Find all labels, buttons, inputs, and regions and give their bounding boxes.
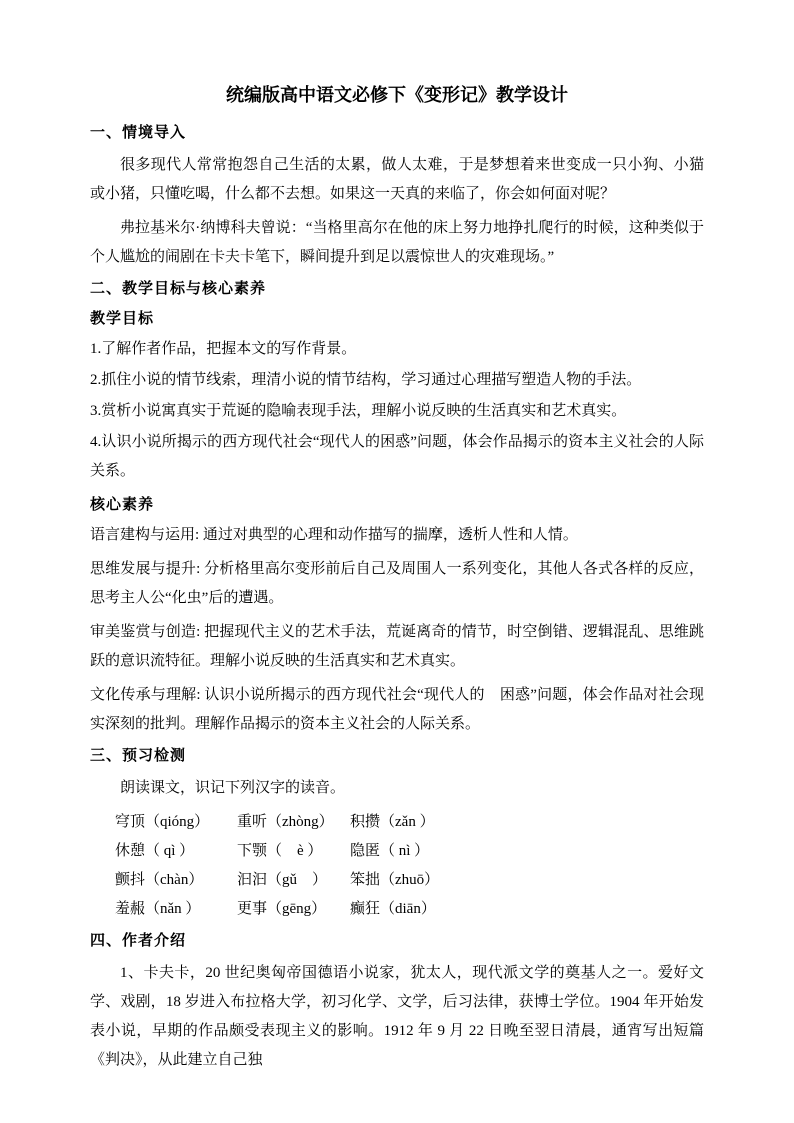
pinyin-row [115, 808, 704, 837]
pinyin-cell: 更事（gēng） [237, 901, 327, 917]
pinyin-cell: 颤抖（chàn） [115, 872, 204, 888]
doc-title: 统编版高中语文必修下《变形记》教学设计 [226, 85, 568, 105]
section-heading-intro: 一、情境导入 [90, 125, 187, 141]
competency-thinking: 思维发展与提升: 分析格里高尔变形前后自己及周围人一系列变化，其他人各式各样的反应，思考主人公“化虫”后的遭遇。 [90, 561, 704, 606]
pinyin-table [90, 808, 704, 924]
subheading-teaching-goals: 教学目标 [90, 311, 155, 327]
pinyin-row [115, 866, 704, 895]
pinyin-cell: 隐匿（ nì ） [350, 843, 430, 859]
competency-aesthetics: 审美鉴赏与创造: 把握现代主义的艺术手法，荒诞离奇的情节，时空倒错、逻辑混乱、思维跳跃的意识流特征。理解小说反映的生活真实和艺术真实。 [90, 624, 704, 669]
pinyin-cell: 重听（zhòng） [237, 814, 334, 830]
pinyin-row [115, 895, 704, 924]
section-heading-goals: 二、教学目标与核心素养 [90, 281, 267, 297]
pinyin-cell: 休憩（ qì ） [115, 843, 195, 859]
goal-item-1: 1.了解作者作品，把握本文的写作背景。 [90, 341, 357, 357]
subheading-core-competencies: 核心素养 [90, 497, 155, 513]
paragraph-intro-1: 很多现代人常常抱怨自己生活的太累，做人太难，于是梦想着来世变成一只小狗、小猫或小猪，只懂吃喝，什么都不去想。如果这一天真的来临了，你会如何面对呢？ [90, 157, 704, 202]
pinyin-cell: 积攒（zǎn ） [350, 814, 435, 830]
goal-item-3: 3.赏析小说寓真实于荒诞的隐喻表现手法，理解小说反映的生活真实和艺术真实。 [90, 403, 627, 419]
section-heading-preview-test: 三、预习检测 [90, 748, 187, 764]
paragraph-intro-2: 弗拉基米尔·纳博科夫曾说：“当格里高尔在他的床上努力地挣扎爬行的时候，这种类似于个人尴尬的闹剧在卡夫卡笔下，瞬间提升到足以震惊世人的灾难现场。” [90, 220, 704, 265]
pinyin-cell: 羞赧（nǎn ） [115, 901, 201, 917]
section-heading-author-intro: 四、作者介绍 [90, 933, 187, 949]
competency-culture: 文化传承与理解: 认识小说所揭示的西方现代社会“现代人的 困惑”问题，体会作品对社会现实深刻的批判。理解作品揭示的资本主义社会的人际关系。 [90, 687, 704, 732]
pinyin-cell: 穹顶（qióng） [115, 814, 210, 830]
pinyin-cell: 汩汩（gǔ ） [237, 872, 328, 888]
preview-test-intro: 朗读课文，识记下列汉字的读音。 [120, 780, 346, 796]
pinyin-cell: 癫狂（diān） [350, 901, 436, 917]
pinyin-cell: 下颚（ è ） [237, 843, 323, 859]
goal-item-4: 4.认识小说所揭示的西方现代社会“现代人的困惑”问题，体会作品揭示的资本主义社会的人际关系。 [90, 434, 704, 479]
pinyin-row [115, 837, 704, 866]
pinyin-cell: 笨拙（zhuō） [350, 872, 440, 888]
paragraph-author-bio: 1、卡夫卡，20 世纪奥匈帝国德语小说家，犹太人，现代派文学的奠基人之一。爱好文学、戏剧，18 岁进入布拉格大学，初习化学、文学，后习法律，获博士学位。1904 年开始发表小说，早期的作品颇受表现主义的影响。1912 年 9 月 22 日晚至翌日清晨，通宵写出短篇《判决》，从此建立自己独 [90, 965, 704, 1068]
competency-language: 语言建构与运用: 通过对典型的心理和动作描写的揣摩，透析人性和人情。 [90, 527, 578, 543]
goal-item-2: 2.抓住小说的情节线索，理清小说的情节结构，学习通过心理描写塑造人物的手法。 [90, 372, 642, 388]
